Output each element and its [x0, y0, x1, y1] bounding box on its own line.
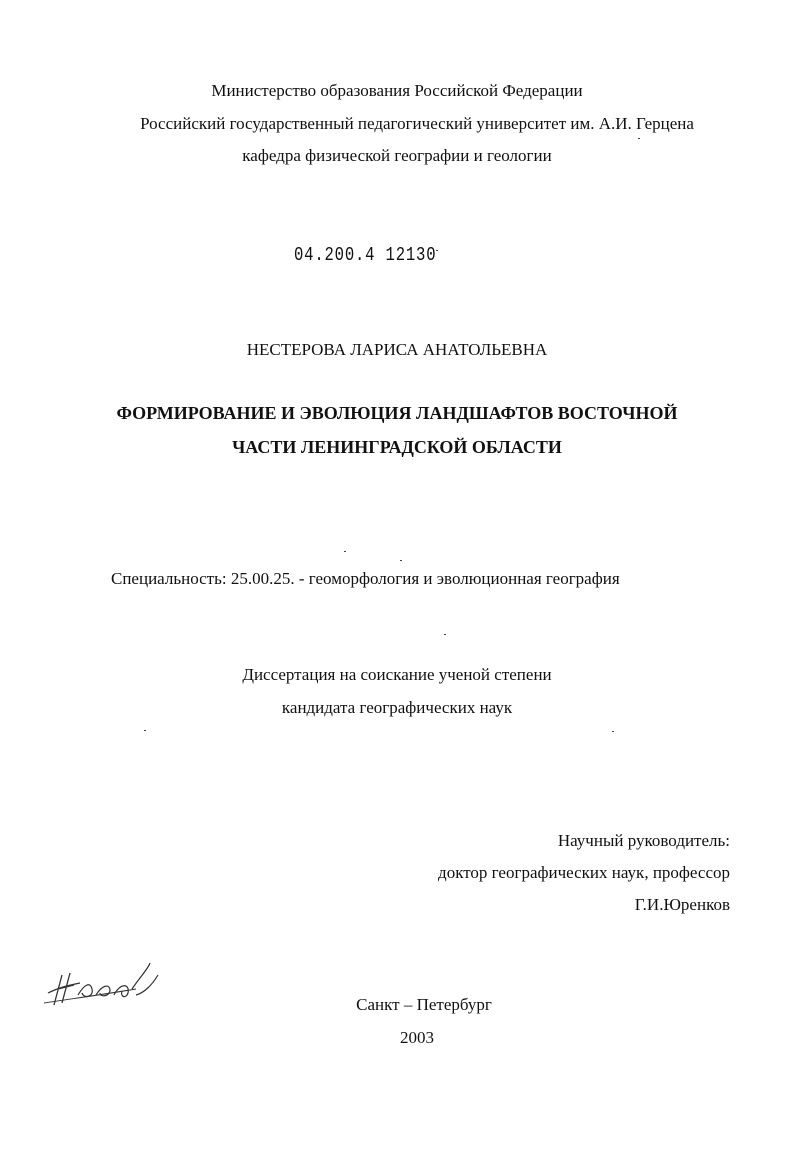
scan-speck [612, 731, 614, 732]
university-line: Российский государственный педагогический университет им. А.И. Герцена [140, 114, 694, 133]
city-line: Санкт – Петербург [356, 995, 492, 1014]
scan-speck [638, 138, 640, 139]
supervisor-name: Г.И.Юренков [634, 895, 730, 914]
department-line: кафедра физической географии и геологии [242, 146, 552, 165]
title-line-1: ФОРМИРОВАНИЕ И ЭВОЛЮЦИЯ ЛАНДШАФТОВ ВОСТОЧНОЙ [116, 403, 678, 423]
handwritten-signature [40, 955, 170, 1015]
specialty-line: Специальность: 25.00.25. - геоморфология и эволюционная география [111, 569, 620, 588]
author-name: НЕСТЕРОВА ЛАРИСА АНАТОЛЬЕВНА [246, 340, 548, 359]
title-line-2: ЧАСТИ ЛЕНИНГРАДСКОЙ ОБЛАСТИ [232, 437, 562, 457]
scan-speck [144, 730, 146, 731]
dissertation-line-2: кандидата географических наук [281, 698, 513, 717]
dissertation-line-1: Диссертация на соискание ученой степени [242, 665, 552, 684]
year-line: 2003 [400, 1028, 434, 1047]
registry-number: 04.200.4 12130 [294, 244, 437, 266]
supervisor-label: Научный руководитель: [557, 831, 730, 850]
scan-speck [436, 250, 438, 251]
supervisor-degree: доктор географических наук, профессор [438, 863, 730, 882]
scan-speck [444, 634, 446, 635]
scan-speck [400, 560, 402, 561]
ministry-line: Министерство образования Российской Федерации [211, 81, 583, 100]
scan-speck [344, 551, 346, 552]
